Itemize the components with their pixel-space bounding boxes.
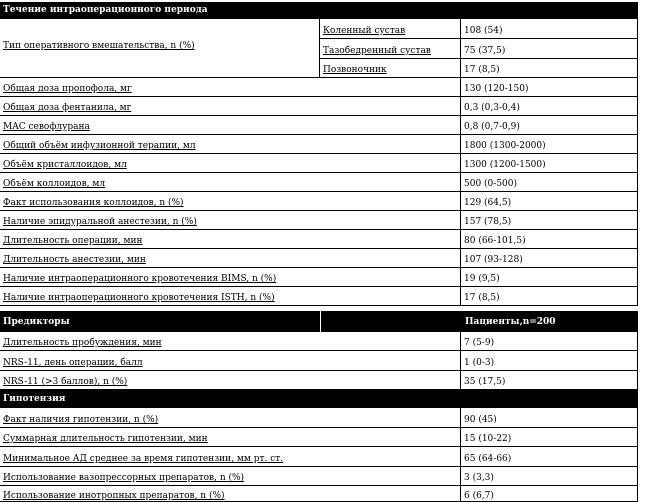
row-value: 0,3 (0,3-0,4) [464, 103, 520, 113]
row-label: Объём коллоидов, мл [3, 179, 106, 189]
predictors-header [0, 311, 638, 332]
row-value: 19 (9,5) [464, 274, 500, 284]
row-label: Наличие интраоперационного кровотечения BIMS, n (%) [3, 274, 277, 284]
row-value-cell [461, 332, 638, 350]
row-label: Общий объём инфузионной терапии, мл [3, 141, 196, 151]
table-row [0, 230, 638, 249]
surgery-type-name: Коленный сустав [323, 26, 406, 36]
table-row [0, 447, 638, 467]
row-label: Факт использования коллоидов, n (%) [3, 198, 184, 208]
row-value-cell [461, 408, 638, 427]
intraop-header-title: Течение интраоперационного периода [3, 5, 208, 15]
surgery-type-name: Позвоночник [323, 65, 387, 75]
row-value: 1 (0-3) [464, 358, 495, 368]
row-label-cell [0, 249, 461, 267]
row-value-cell [461, 486, 638, 501]
predictors-header-title: Предикторы [3, 317, 70, 327]
row-value-cell [461, 97, 638, 115]
row-value-cell [461, 287, 638, 305]
row-value: 7 (5-9) [464, 338, 495, 348]
row-label: MAC севофлурана [3, 122, 90, 132]
row-label-cell [0, 154, 461, 172]
hypotension-header [0, 390, 638, 408]
row-label-cell [0, 486, 461, 501]
row-label: Использование инотропных препаратов, n (%) [3, 491, 225, 501]
row-value: 130 (120-150) [464, 84, 529, 94]
row-value-cell [461, 78, 638, 96]
row-value-cell [461, 268, 638, 286]
surgery-type-label: Тип оперативного вмешательства, n (%) [3, 41, 195, 51]
row-value-cell [461, 371, 638, 389]
surgery-type-value-cell [461, 19, 638, 39]
row-label-cell [0, 428, 461, 446]
row-label-cell [0, 467, 461, 485]
row-label: Использование вазопрессорных препаратов, n (%) [3, 473, 245, 483]
row-label-cell [0, 268, 461, 286]
row-label-cell [0, 173, 461, 191]
table-row [0, 211, 638, 230]
row-value-cell [461, 173, 638, 191]
row-label-cell [0, 211, 461, 229]
table-row [0, 173, 638, 192]
row-value-cell [461, 135, 638, 153]
row-label-cell [0, 78, 461, 96]
row-value-cell [461, 116, 638, 134]
row-label: Наличие интраоперационного кровотечения ISTH, n (%) [3, 293, 275, 303]
row-value: 0,8 (0,7-0,9) [464, 122, 520, 132]
row-value-cell [461, 230, 638, 248]
row-label: Суммарная длительность гипотензии, мин [3, 434, 208, 444]
table-row [0, 371, 638, 390]
surgery-type-name: Тазобедренный сустав [323, 46, 431, 56]
row-value: 90 (45) [464, 415, 497, 425]
row-value: 65 (64-66) [464, 454, 512, 464]
hypotension-header-title: Гипотензия [3, 394, 66, 404]
surgery-type-name-cell [320, 19, 461, 39]
table-row [0, 408, 638, 428]
table-row [0, 332, 638, 351]
row-label-cell [0, 332, 461, 350]
table-row [0, 268, 638, 287]
row-label-cell [0, 116, 461, 134]
row-label: Факт наличия гипотензии, n (%) [3, 415, 159, 425]
row-value: 35 (17,5) [464, 377, 506, 387]
table-row [0, 116, 638, 135]
table-row [0, 97, 638, 116]
row-label: NRS-11, день операции, балл [3, 358, 143, 368]
row-label-cell [0, 230, 461, 248]
row-label-cell [0, 408, 461, 427]
row-label: Общая доза пропофола, мг [3, 84, 132, 94]
predictors-header-patients: Пациенты,n=200 [465, 317, 556, 327]
surgery-type-value: 108 (54) [464, 26, 503, 36]
row-value: 157 (78,5) [464, 217, 512, 227]
row-value: 1800 (1300-2000) [464, 141, 546, 151]
row-value: 129 (64,5) [464, 198, 512, 208]
row-value: 17 (8,5) [464, 293, 500, 303]
row-value: 6 (6,7) [464, 491, 494, 501]
surgery-type-label-cell [0, 19, 320, 78]
row-label-cell [0, 371, 461, 389]
row-value: 80 (66-101,5) [464, 236, 526, 246]
table-row [0, 192, 638, 211]
row-value: 500 (0-500) [464, 179, 518, 189]
table-row [0, 135, 638, 154]
surgery-type-name-cell [320, 59, 461, 78]
table-row [0, 486, 638, 502]
row-label: Объём кристаллоидов, мл [3, 160, 127, 170]
table-row [0, 287, 638, 306]
row-value-cell [461, 211, 638, 229]
row-label: Длительность анестезии, мин [3, 255, 146, 265]
row-label-cell [0, 287, 461, 305]
row-label-cell [0, 351, 461, 370]
intraop-header [0, 2, 638, 19]
row-label: Общая доза фентанила, мг [3, 103, 132, 113]
row-label: Наличие эпидуральной анестезии, n (%) [3, 217, 197, 227]
row-value-cell [461, 249, 638, 267]
surgery-type-value-cell [461, 39, 638, 59]
table-row [0, 249, 638, 268]
header-divider [320, 311, 321, 332]
row-value: 107 (93-128) [464, 255, 523, 265]
row-label-cell [0, 192, 461, 210]
row-value-cell [461, 351, 638, 370]
surgery-type-value-cell [461, 59, 638, 78]
row-label: Длительность пробуждения, мин [3, 338, 162, 348]
surgery-type-value: 75 (37,5) [464, 46, 506, 56]
table-row [0, 428, 638, 447]
row-value-cell [461, 447, 638, 466]
row-value: 15 (10-22) [464, 434, 512, 444]
row-label-cell [0, 135, 461, 153]
surgery-type-name-cell [320, 39, 461, 59]
row-label-cell [0, 97, 461, 115]
row-value: 3 (3,3) [464, 473, 494, 483]
row-label: Длительность операции, мин [3, 236, 143, 246]
row-value-cell [461, 154, 638, 172]
row-value-cell [461, 192, 638, 210]
row-label-cell [0, 447, 461, 466]
row-label: Минимальное АД среднее за время гипотензии, мм рт. ст. [3, 454, 284, 464]
row-label: NRS-11 (>3 баллов), n (%) [3, 377, 128, 387]
surgery-type-value: 17 (8,5) [464, 65, 500, 75]
row-value-cell [461, 428, 638, 446]
row-value-cell [461, 467, 638, 485]
table-row [0, 351, 638, 371]
table-row [0, 78, 638, 97]
table-row [0, 154, 638, 173]
row-value: 1300 (1200-1500) [464, 160, 546, 170]
table-row [0, 467, 638, 486]
